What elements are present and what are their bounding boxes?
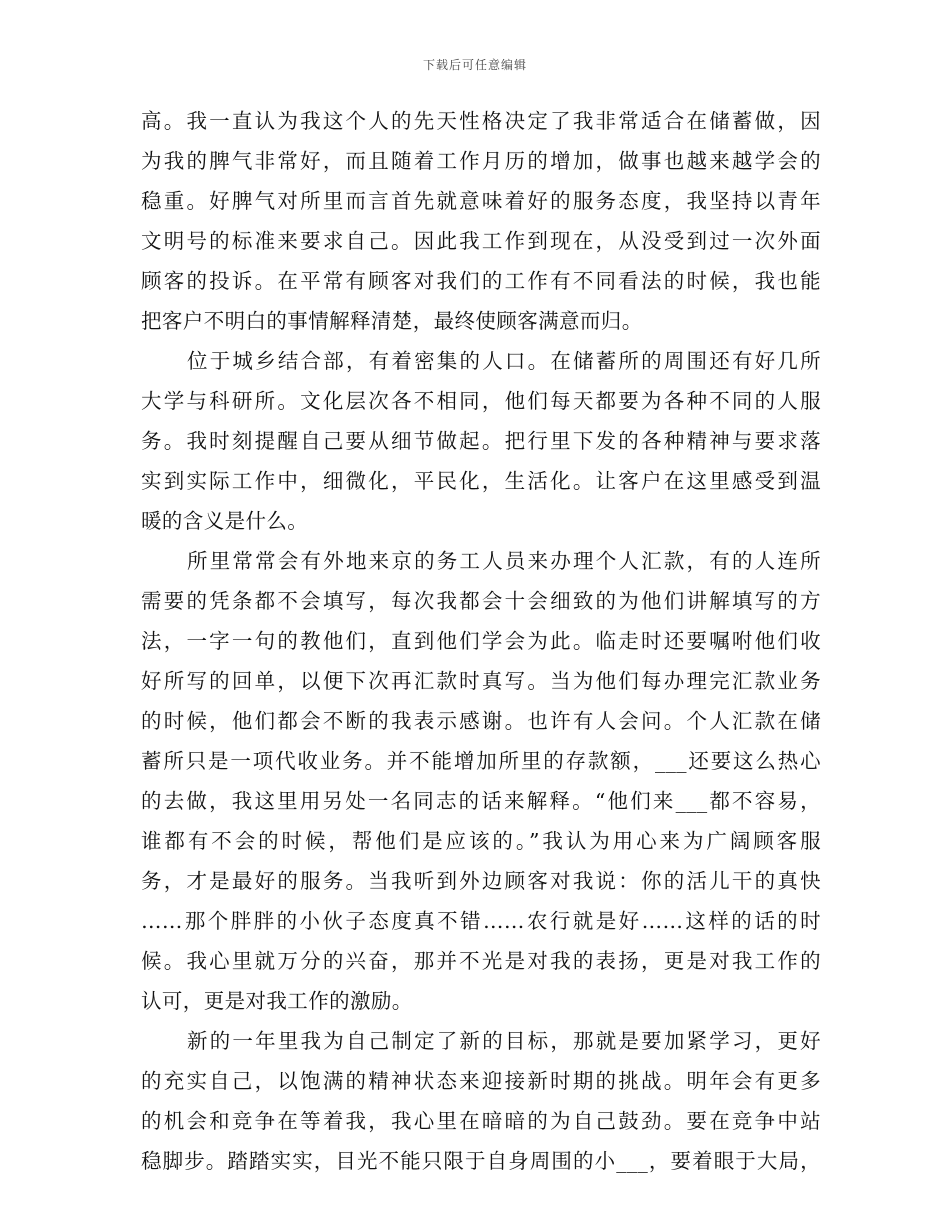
paragraph-line: 候。我心里就万分的兴奋，那并不光是对我的表扬，更是对我工作的	[141, 949, 821, 973]
paragraph-line: 文明号的标准来要求自己。因此我工作到现在，从没受到过一次外面	[141, 229, 821, 253]
paragraph	[141, 541, 821, 1021]
paragraph-line: 位于城乡结合部，有着密集的人口。在储蓄所的周围还有好几所	[187, 349, 821, 373]
paragraph-line: 好所写的回单，以便下次再汇款时真写。当为他们每办理完汇款业务	[141, 669, 821, 693]
page-header: 下载后可任意编辑	[422, 58, 527, 72]
paragraph-line: 顾客的投诉。在平常有顾客对我们的工作有不同看法的时候，我也能	[141, 269, 821, 293]
paragraph-line: 为我的脾气非常好，而且随着工作月历的增加，做事也越来越学会的	[141, 149, 821, 173]
paragraph-line: 认可，更是对我工作的激励。	[141, 989, 413, 1013]
paragraph-line: 稳重。好脾气对所里而言首先就意味着好的服务态度，我坚持以青年	[141, 189, 821, 213]
paragraph-line: 谁都有不会的时候，帮他们是应该的。”我认为用心来为广阔顾客服	[141, 829, 821, 853]
paragraph-line: 法，一字一句的教他们，直到他们学会为此。临走时还要嘱咐他们收	[141, 629, 821, 653]
paragraph-line: 新的一年里我为自己制定了新的目标，那就是要加紧学习，更好	[187, 1029, 821, 1053]
paragraph	[141, 101, 821, 341]
paragraph-line: 需要的凭条都不会填写，每次我都会十会细致的为他们讲解填写的方	[141, 589, 821, 613]
paragraph	[141, 1021, 821, 1181]
paragraph-line: ……那个胖胖的小伙子态度真不错……农行就是好……这样的话的时	[141, 909, 821, 933]
paragraph-line: 所里常常会有外地来京的务工人员来办理个人汇款，有的人连所	[187, 549, 821, 573]
paragraph-line: 务。我时刻提醒自己要从细节做起。把行里下发的各种精神与要求落	[141, 429, 821, 453]
paragraph-line: 蓄所只是一项代收业务。并不能增加所里的存款额，___还要这么热心	[141, 749, 821, 773]
paragraph-line: 高。我一直认为我这个人的先天性格决定了我非常适合在储蓄做，因	[141, 109, 821, 133]
paragraph-line: 大学与科研所。文化层次各不相同，他们每天都要为各种不同的人服	[141, 389, 821, 413]
paragraph-line: 的时候，他们都会不断的我表示感谢。也许有人会问。个人汇款在储	[141, 709, 821, 733]
paragraph-line: 稳脚步。踏踏实实，目光不能只限于自身周围的小___，要着眼于大局，	[141, 1149, 821, 1173]
paragraph-line: 实到实际工作中，细微化，平民化，生活化。让客户在这里感受到温	[141, 469, 821, 493]
paragraph-line: 暖的含义是什么。	[141, 509, 309, 533]
paragraph-line: 的充实自己，以饱满的精神状态来迎接新时期的挑战。明年会有更多	[141, 1069, 821, 1093]
document-body	[141, 101, 821, 1181]
paragraph-line: 的去做，我这里用另处一名同志的话来解释。“他们来___都不容易，	[141, 789, 821, 813]
paragraph	[141, 341, 821, 541]
paragraph-line: 的机会和竞争在等着我，我心里在暗暗的为自己鼓劲。要在竞争中站	[141, 1109, 821, 1133]
paragraph-line: 把客户不明白的事情解释清楚，最终使顾客满意而归。	[141, 309, 643, 333]
paragraph-line: 务，才是最好的服务。当我听到外边顾客对我说：你的活儿干的真快	[141, 869, 821, 893]
